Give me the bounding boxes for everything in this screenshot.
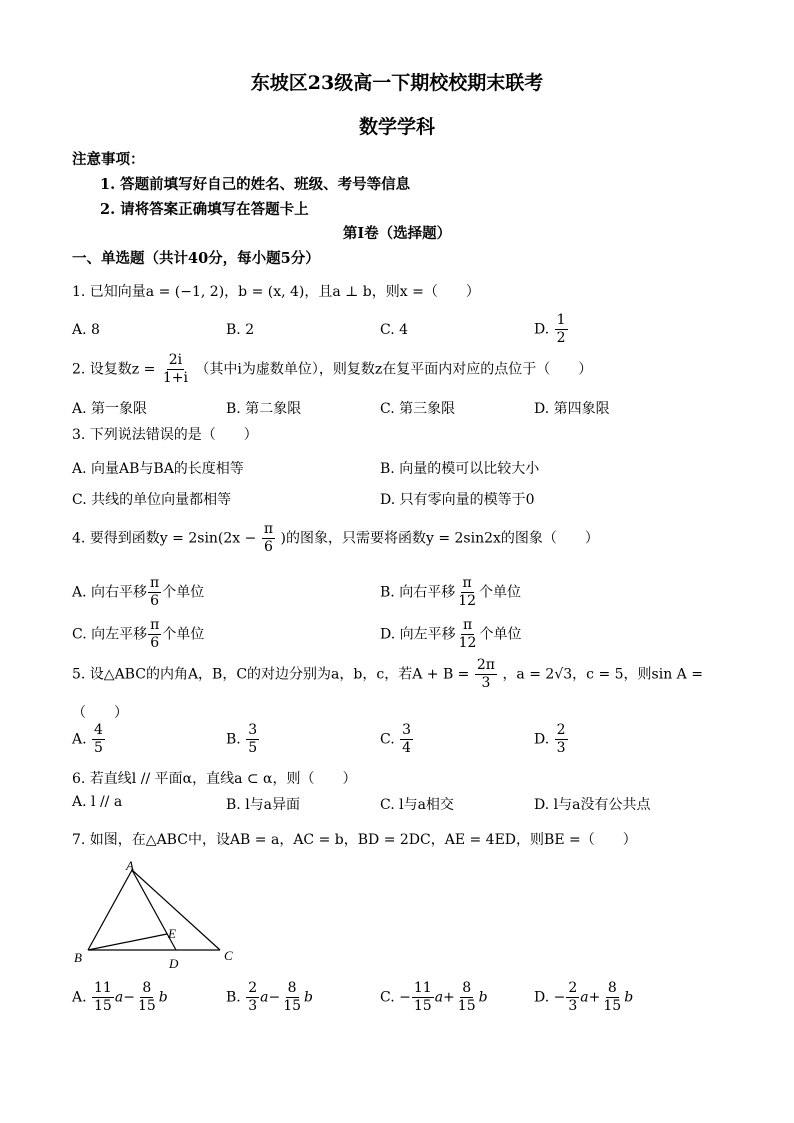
q5-option-b xyxy=(226,722,260,757)
question-1-stem: 1. 已知向量a = (−1, 2)，b = (x, 4)，且a ⊥ b，则x =（ ） xyxy=(72,284,480,300)
fraction-numerator: π xyxy=(263,521,274,537)
option-fraction xyxy=(400,722,413,757)
q1-option-c: C. 4 xyxy=(380,322,409,338)
question-7-stem: 7. 如图，在△ABC中，设AB = a，AC = b，BD = 2DC，AE = 4ED，则BE =（ ） xyxy=(72,832,637,848)
fraction-numerator: 8 xyxy=(142,980,152,996)
fraction-denominator: 15 xyxy=(413,997,432,1014)
fraction-denominator: 12 xyxy=(458,592,477,609)
q3-option-a: A. 向量AB与BA的长度相等 xyxy=(72,461,244,477)
sign: + xyxy=(443,989,455,1006)
vector-a: a xyxy=(580,989,589,1006)
fraction-numerator: 8 xyxy=(287,980,297,996)
fraction-denominator: 15 xyxy=(603,997,622,1014)
q2-option-c: C. 第三象限 xyxy=(380,401,456,417)
q1-option-d-label: D. xyxy=(534,321,550,338)
fraction-numerator: 11 xyxy=(413,980,432,996)
option-label: D. xyxy=(534,731,550,748)
option-fraction xyxy=(456,575,478,610)
q2-stem-post: （其中i为虚数单位），则复数z在复平面内对应的点位于（ ） xyxy=(195,361,593,378)
fraction-denominator: 3 xyxy=(556,739,566,756)
vector-b: b xyxy=(624,989,634,1006)
q5-stem-continuation: （ ） xyxy=(72,705,128,721)
q1-option-b: B. 2 xyxy=(226,322,255,338)
question-4-stem xyxy=(72,521,599,556)
option-pre: A. 向右平移 xyxy=(72,584,148,601)
point-label-e: E xyxy=(168,926,176,941)
q2-stem-pre: 2. 设复数z = xyxy=(72,361,156,378)
q4-stem-post: )的图象，只需要将函数y = 2sin2x的图象（ ） xyxy=(280,530,599,547)
q5-option-d xyxy=(534,722,569,757)
vector-a: a xyxy=(260,989,269,1006)
fraction-numerator: 3 xyxy=(402,722,412,738)
fraction-denominator: 12 xyxy=(458,634,477,651)
notice-heading: 注意事项： xyxy=(72,151,145,168)
fraction-denominator: 5 xyxy=(248,739,258,756)
q4-fraction xyxy=(262,521,275,556)
q5-option-a xyxy=(72,722,106,757)
fraction-numerator: 8 xyxy=(607,980,617,996)
q1-option-d-fraction xyxy=(555,312,568,347)
edge-ab xyxy=(88,870,132,950)
q2-option-b: B. 第二象限 xyxy=(226,401,302,417)
sign: − xyxy=(553,989,566,1006)
fraction-denominator: 3 xyxy=(248,997,258,1014)
option-fraction xyxy=(148,617,161,652)
volume-heading: 第Ⅰ卷（选择题） xyxy=(342,225,452,242)
segment-be xyxy=(88,934,167,950)
option-fraction xyxy=(601,980,623,1015)
triangle-figure xyxy=(70,860,250,974)
option-label: B. xyxy=(226,989,241,1006)
q7-option-d xyxy=(534,980,633,1015)
fraction-numerator: 2i xyxy=(168,352,183,368)
option-fraction xyxy=(136,980,158,1015)
q5-fraction xyxy=(475,657,497,692)
q5-option-c xyxy=(380,722,414,757)
vector-b: b xyxy=(158,989,168,1006)
q3-option-d: D. 只有零向量的模等于0 xyxy=(380,492,535,508)
exam-subject: 数学学科 xyxy=(358,116,435,138)
option-fraction xyxy=(412,980,434,1015)
fraction-numerator: π xyxy=(150,575,160,591)
q7-option-b xyxy=(226,980,313,1015)
vector-b: b xyxy=(478,989,488,1006)
exam-title: 东坡区23级高一下期校校期末联考 xyxy=(250,72,544,94)
sign: − xyxy=(268,989,281,1006)
option-pre: B. 向右平移 xyxy=(380,584,456,601)
question-6-stem: 6. 若直线l // 平面α，直线a ⊂ α，则（ ） xyxy=(72,771,357,787)
vertex-label-b: B xyxy=(74,950,82,965)
fraction-numerator: π xyxy=(462,617,473,633)
fraction-numerator: π xyxy=(150,617,160,633)
fraction-denominator: 4 xyxy=(402,739,412,756)
q6-option-a: A. l // a xyxy=(72,794,123,810)
fraction-denominator: 6 xyxy=(150,592,160,609)
option-fraction xyxy=(92,722,105,757)
option-label: A. xyxy=(72,989,87,1006)
fraction-denominator: 1+i xyxy=(162,369,188,386)
fraction-denominator: 5 xyxy=(94,739,103,756)
option-label: A. xyxy=(72,731,87,748)
notice-item-1: 1. 答题前填写好自己的姓名、班级、考号等信息 xyxy=(100,176,411,193)
q4-stem-pre: 4. 要得到函数y = 2sin(2x − xyxy=(72,530,257,547)
q7-option-a xyxy=(72,980,168,1015)
fraction-numerator: π xyxy=(462,575,472,591)
option-post: 个单位 xyxy=(162,626,205,643)
q3-option-b: B. 向量的模可以比较大小 xyxy=(380,461,540,477)
vertex-label-a: A xyxy=(126,860,134,873)
fraction-numerator: 2 xyxy=(556,722,566,738)
sign: − xyxy=(399,989,411,1006)
option-post: 个单位 xyxy=(479,626,522,643)
option-fraction xyxy=(456,980,478,1015)
option-fraction xyxy=(246,980,259,1015)
fraction-denominator: 15 xyxy=(94,997,112,1014)
option-fraction xyxy=(246,722,259,757)
q2-option-a: A. 第一象限 xyxy=(72,401,148,417)
fraction-numerator: 11 xyxy=(94,980,112,996)
fraction-denominator: 3 xyxy=(481,674,491,691)
fraction-numerator: 8 xyxy=(462,980,472,996)
q6-option-c: C. l与a相交 xyxy=(380,797,454,813)
question-5-stem xyxy=(72,657,703,692)
q4-option-d xyxy=(380,617,521,652)
option-fraction xyxy=(148,575,161,610)
option-fraction xyxy=(281,980,303,1015)
fraction-denominator: 15 xyxy=(137,997,156,1014)
option-label: C. xyxy=(380,731,395,748)
option-pre: C. 向左平移 xyxy=(72,626,148,643)
option-post: 个单位 xyxy=(479,584,522,601)
question-2-stem xyxy=(72,352,592,387)
option-fraction xyxy=(566,980,579,1015)
fraction-numerator: 1 xyxy=(556,312,566,328)
q2-fraction xyxy=(161,352,190,387)
q5-stem-pre: 5. 设△ABC的内角A，B，C的对边分别为a，b，c，若A + B = xyxy=(72,666,470,683)
fraction-numerator: 2 xyxy=(248,980,258,996)
fraction-denominator: 3 xyxy=(568,997,578,1014)
fraction-denominator: 6 xyxy=(150,634,160,651)
fraction-denominator: 6 xyxy=(263,538,273,555)
q6-option-b: B. l与a异面 xyxy=(226,797,301,813)
q4-option-c xyxy=(72,617,204,652)
q1-option-a: A. 8 xyxy=(72,322,100,338)
q3-option-c: C. 共线的单位向量都相等 xyxy=(72,492,232,508)
q5-stem-post: ，a = 2√3，c = 5，则sin A = xyxy=(502,666,703,683)
option-pre: D. 向左平移 xyxy=(380,626,456,643)
vector-b: b xyxy=(304,989,314,1006)
vector-a: a xyxy=(114,989,124,1006)
option-label: D. xyxy=(534,989,550,1006)
option-fraction xyxy=(555,722,568,757)
sign: − xyxy=(123,989,135,1006)
q1-option-d xyxy=(534,312,569,347)
q7-option-c xyxy=(380,980,488,1015)
fraction-denominator: 15 xyxy=(457,997,476,1014)
option-label: C. xyxy=(380,989,395,1006)
vertex-label-c: C xyxy=(224,948,233,963)
q6-option-d: D. l与a没有公共点 xyxy=(534,797,651,813)
fraction-denominator: 15 xyxy=(283,997,302,1014)
q4-option-b xyxy=(380,575,521,610)
section-heading: 一、单选题（共计40分，每小题5分） xyxy=(72,250,320,267)
question-3-stem: 3. 下列说法错误的是（ ） xyxy=(72,427,258,443)
q4-option-a xyxy=(72,575,204,610)
sign: + xyxy=(588,989,601,1006)
fraction-numerator: 2 xyxy=(568,980,578,996)
vector-a: a xyxy=(434,989,444,1006)
fraction-numerator: 4 xyxy=(94,722,103,738)
option-label: B. xyxy=(226,731,241,748)
fraction-numerator: 2π xyxy=(476,657,495,673)
point-label-d: D xyxy=(169,956,179,970)
q2-option-d: D. 第四象限 xyxy=(534,401,610,417)
notice-item-2: 2. 请将答案正确填写在答题卡上 xyxy=(100,201,309,218)
option-post: 个单位 xyxy=(162,584,205,601)
option-fraction xyxy=(92,980,114,1015)
option-fraction xyxy=(457,617,479,652)
fraction-denominator: 2 xyxy=(556,329,566,346)
fraction-numerator: 3 xyxy=(248,722,258,738)
